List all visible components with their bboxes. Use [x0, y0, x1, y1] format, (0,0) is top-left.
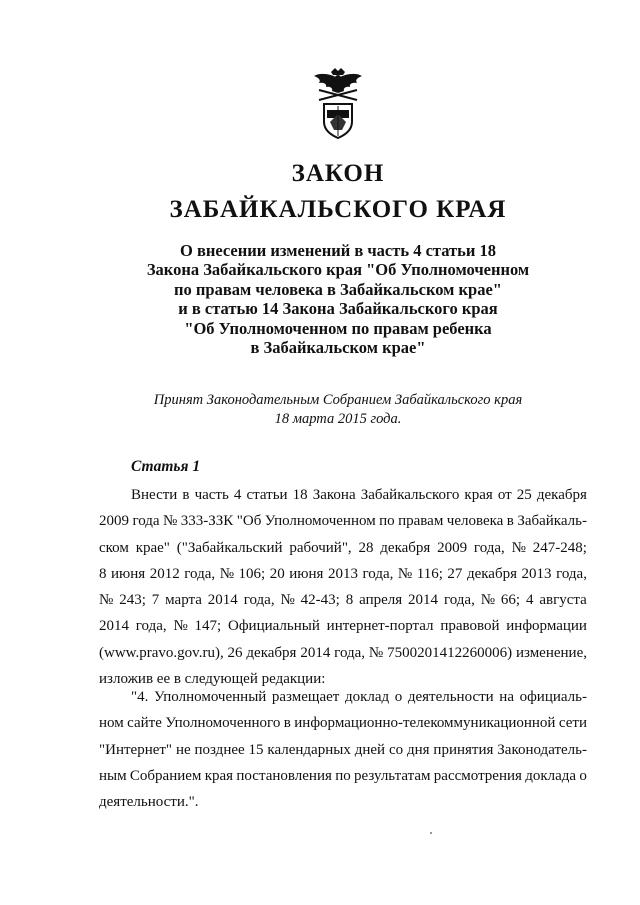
paragraph-word: 8	[345, 592, 354, 609]
paragraph-word: Уполномоченного	[165, 715, 281, 732]
paragraph-word: ("Забайкальский	[176, 539, 283, 556]
paragraph-text: изложив ее в следующей редакции:	[99, 671, 326, 688]
paragraph-line	[99, 508, 587, 534]
paragraph-word: года,	[135, 618, 167, 635]
paragraph-word: №	[163, 513, 178, 530]
paragraph-word: Официальный	[228, 618, 320, 635]
paragraph-word: дня	[406, 741, 430, 758]
paragraph-word: Закона	[312, 487, 356, 503]
paragraph-word: 106;	[238, 565, 266, 582]
paragraph-word: года,	[443, 592, 475, 609]
paragraph-word: 4	[233, 487, 242, 503]
paragraph-word: июня	[289, 565, 324, 582]
paragraph-word: статьи	[246, 487, 288, 503]
paragraph-word: 2014	[99, 618, 129, 635]
paragraph-word: рассмотрения	[433, 767, 522, 784]
paragraph-word: ском	[99, 539, 129, 556]
paragraph-word: Уполномоченном	[264, 513, 376, 530]
paragraph-word: о	[394, 689, 403, 705]
paragraph-word: деятельности	[407, 689, 494, 705]
law-title: ЗАКОН	[291, 160, 385, 187]
scan-speck	[430, 832, 432, 834]
paragraph-word: 147;	[194, 618, 222, 635]
paragraph-word: №	[219, 565, 234, 582]
adoption-note	[0, 391, 640, 429]
paragraph-word: Законодатель-	[497, 741, 587, 758]
subject-line: и в статью 14 Закона Забайкальского края	[178, 299, 498, 319]
subject-line: по правам человека в Забайкальском крае"	[174, 279, 502, 299]
paragraph-word: края	[464, 487, 493, 503]
adoption-line: 18 марта 2015 года.	[274, 411, 402, 427]
paragraph-line	[99, 587, 587, 613]
paragraph-word: в	[182, 487, 190, 503]
paragraph-word: (www.pravo.gov.ru),	[99, 644, 224, 661]
paragraph-word: 26	[227, 644, 243, 661]
paragraph-word: рабочий",	[289, 539, 352, 556]
paragraph-line	[99, 789, 587, 815]
article-paragraph-1	[99, 482, 587, 692]
paragraph-line	[99, 482, 587, 508]
paragraph-word: года,	[556, 565, 587, 582]
paragraph-word: Забайкальского	[360, 487, 460, 503]
paragraph-word: 4	[525, 592, 534, 609]
paragraph-word: доклада	[525, 767, 577, 784]
paragraph-word: на	[499, 689, 514, 705]
paragraph-line	[99, 710, 587, 736]
paragraph-line	[99, 535, 587, 561]
paragraph-word: 66;	[500, 592, 521, 609]
paragraph-word: №	[480, 592, 496, 609]
paragraph-word: №	[397, 565, 413, 582]
paragraph-word: 2009	[99, 513, 129, 530]
paragraph-word: о	[579, 767, 587, 784]
subject-line: "Об Уполномоченном по правам ребенка	[184, 318, 492, 338]
paragraph-word: декабря	[380, 539, 431, 556]
paragraph-word: 7	[151, 592, 160, 609]
paragraph-line	[99, 737, 587, 763]
paragraph-line	[99, 640, 587, 666]
paragraph-word: постановления	[236, 767, 332, 784]
paragraph-word: 2014	[207, 592, 238, 609]
paragraph-word: Собранием	[129, 767, 202, 784]
paragraph-word: "Интернет"	[99, 741, 173, 758]
paragraph-word: 2009	[437, 539, 468, 556]
paragraph-word: правам	[398, 513, 444, 530]
paragraph-word: 333-ЗЗК	[180, 513, 234, 530]
paragraph-word: ном	[99, 715, 124, 732]
paragraph-word: сайте	[127, 715, 162, 732]
paragraph-line	[99, 561, 587, 587]
paragraph-word: края	[204, 767, 234, 784]
paragraph-word: результатам	[354, 767, 431, 784]
paragraph-word: года,	[473, 539, 505, 556]
paragraph-word: года,	[334, 644, 366, 661]
paragraph-word: Внести	[131, 487, 178, 503]
paragraph-word: декабря	[536, 487, 587, 503]
paragraph-word: информации	[506, 618, 587, 635]
adoption-line: Принят Законодательным Собранием Забайкальского края	[153, 392, 523, 408]
paragraph-word: №	[280, 592, 295, 609]
paragraph-word: принятия	[433, 741, 494, 758]
paragraph-word: 243;	[119, 592, 146, 609]
subject-line: Закона Забайкальского края "Об Уполномоченном	[146, 260, 530, 280]
paragraph-line	[99, 684, 587, 710]
paragraph-word: доклад	[344, 689, 390, 705]
paragraph-word: крае"	[135, 539, 170, 556]
paragraph-word: позднее	[194, 741, 245, 758]
paragraph-word: 2013	[521, 565, 552, 582]
paragraph-word: 28	[358, 539, 374, 556]
article-heading: Статья 1	[131, 458, 201, 475]
paragraph-word: не	[175, 741, 191, 758]
paragraph-word: "4.	[131, 689, 149, 705]
paragraph-word: №	[511, 539, 526, 556]
law-region-title: ЗАБАЙКАЛЬСКОГО КРАЯ	[169, 196, 507, 223]
paragraph-line	[99, 613, 587, 639]
paragraph-word: размещает	[271, 689, 340, 705]
paragraph-word: декабря	[246, 644, 297, 661]
paragraph-word: от	[497, 487, 512, 503]
paragraph-word: 18	[292, 487, 308, 503]
paragraph-word: августа	[539, 592, 587, 609]
paragraph-word: со	[388, 741, 404, 758]
paragraph-word: 116;	[416, 565, 443, 582]
paragraph-word: правовой	[440, 618, 500, 635]
paragraph-word: года,	[243, 592, 275, 609]
paragraph-word: марта	[165, 592, 202, 609]
paragraph-word: дней	[354, 741, 386, 758]
paragraph-word: "Об	[236, 513, 262, 530]
paragraph-word: информационно-телекоммуникационной	[294, 715, 556, 732]
paragraph-word: 42-43;	[300, 592, 340, 609]
paragraph-word: по	[335, 767, 351, 784]
paragraph-word: №	[173, 618, 188, 635]
paragraph-word: Забайкаль-	[517, 513, 587, 530]
paragraph-word: часть	[194, 487, 229, 503]
paragraph-word: 2012	[149, 565, 180, 582]
paragraph-word: в	[283, 715, 291, 732]
paragraph-word: изменение,	[515, 644, 587, 661]
paragraph-word: №	[99, 592, 114, 609]
article-paragraph-2	[99, 684, 587, 815]
paragraph-word: апреля	[359, 592, 403, 609]
paragraph-word: 15	[248, 741, 264, 758]
paragraph-word: календарных	[267, 741, 351, 758]
subject-line: в Забайкальском крае"	[250, 338, 426, 358]
paragraph-word: официаль-	[519, 689, 587, 705]
paragraph-word: 2014	[300, 644, 331, 661]
paragraph-word: Уполномоченный	[153, 689, 267, 705]
paragraph-word: июня	[111, 565, 146, 582]
paragraph-word: интернет-портал	[326, 618, 434, 635]
paragraph-word: декабря	[466, 565, 517, 582]
paragraph-text: деятельности.".	[99, 794, 199, 811]
paragraph-word: №	[368, 644, 384, 661]
paragraph-word: 2013	[327, 565, 358, 582]
paragraph-word: в	[506, 513, 514, 530]
paragraph-word: по	[379, 513, 395, 530]
zabaikalsky-coat-of-arms-icon	[311, 66, 365, 140]
paragraph-word: 247-248;	[532, 539, 587, 556]
paragraph-word: 27	[447, 565, 463, 582]
paragraph-word: года	[132, 513, 160, 530]
paragraph-line	[99, 763, 587, 789]
law-subject	[0, 241, 640, 357]
paragraph-word: года,	[362, 565, 394, 582]
paragraph-word: года,	[184, 565, 216, 582]
paragraph-word: человека	[446, 513, 504, 530]
subject-line: О внесении изменений в часть 4 статьи 18	[180, 241, 496, 260]
paragraph-word: 8	[99, 565, 107, 582]
paragraph-word: 7500201412260006)	[387, 644, 513, 661]
paragraph-word: ным	[99, 767, 127, 784]
paragraph-word: 2014	[408, 592, 439, 609]
paragraph-word: сети	[558, 715, 587, 732]
paragraph-word: 25	[516, 487, 532, 503]
paragraph-word: 20	[269, 565, 285, 582]
